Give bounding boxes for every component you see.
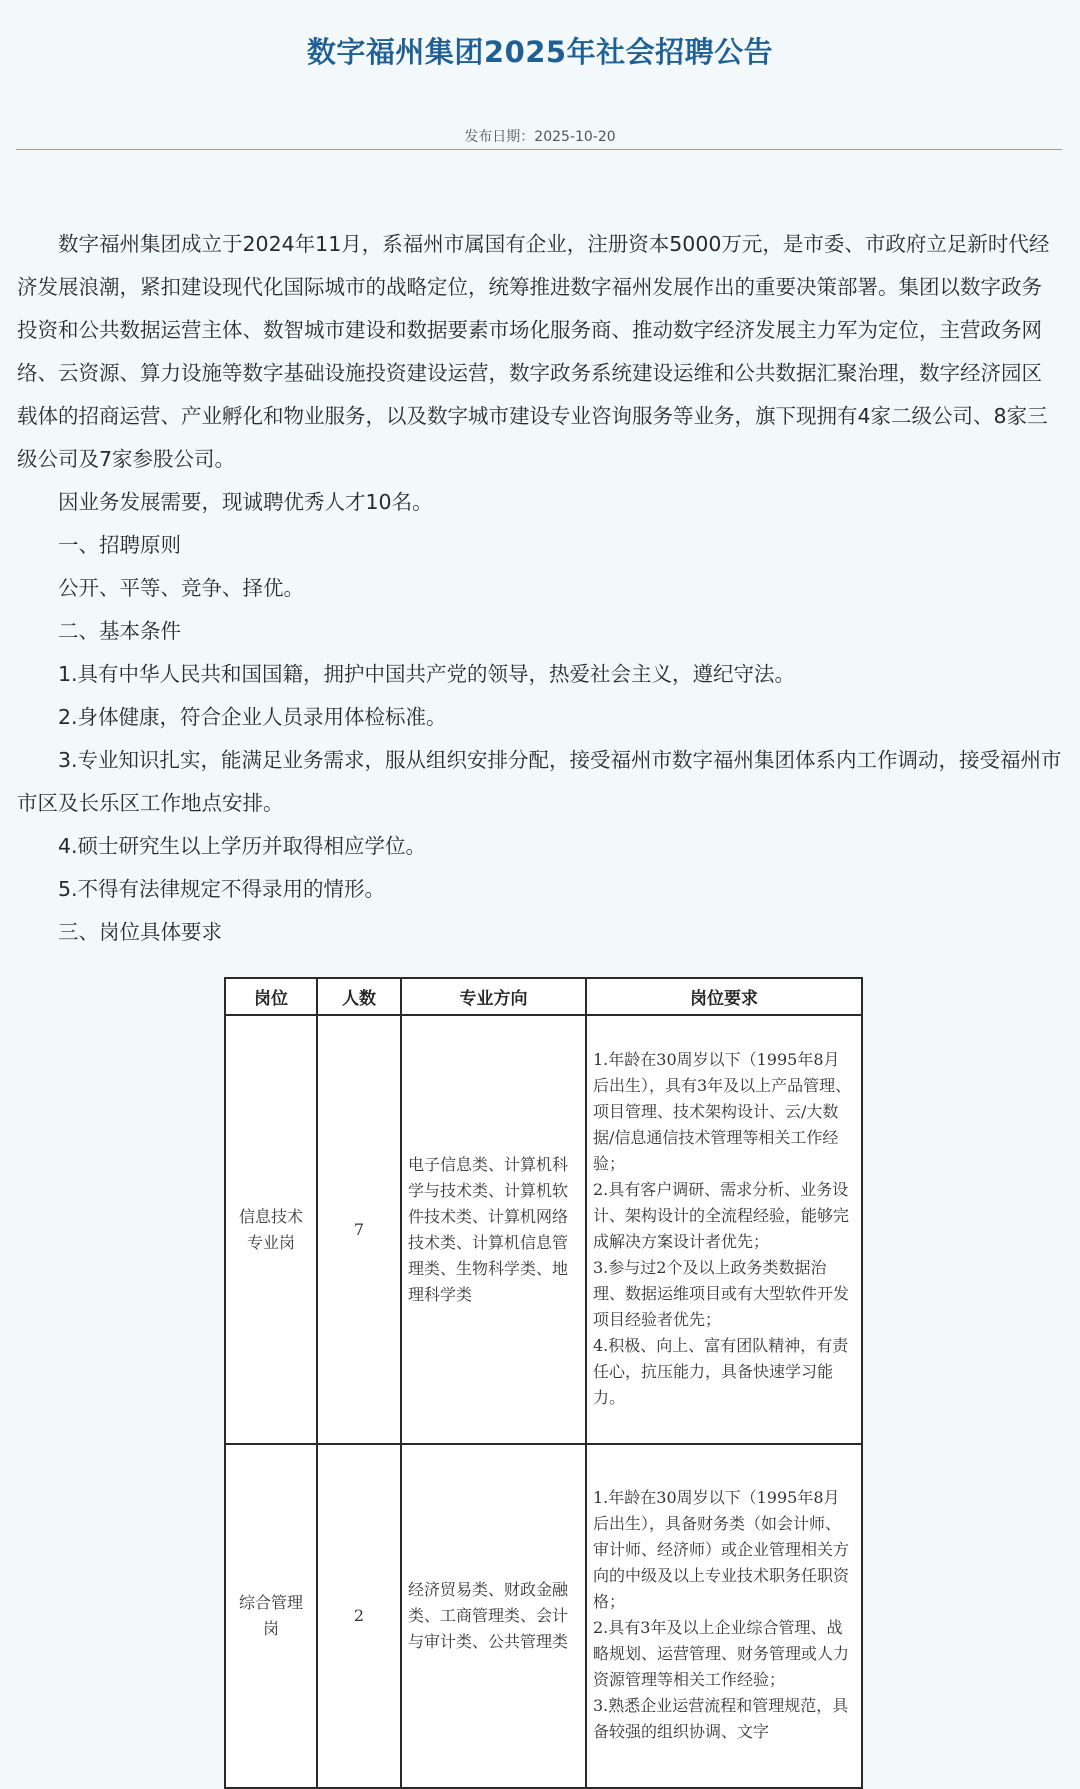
position-cell: 信息技术专业岗 — [225, 1015, 317, 1444]
requirement-item: 2.具有客户调研、需求分析、业务设计、架构设计的全流程经验，能够完成解决方案设计者优先； — [593, 1179, 850, 1251]
requirement-item: 1.年龄在30周岁以下（1995年8月后出生），具备财务类（如会计师、审计师、经济师）或企业管理相关方向的中级及以上专业技术职务任职资格； — [593, 1488, 850, 1611]
header-count: 人数 — [317, 978, 401, 1015]
table-row — [225, 1444, 862, 1788]
condition-item: 2.身体健康，符合企业人员录用体检标准。 — [58, 705, 447, 729]
positions-table-wrapper — [224, 977, 863, 1789]
count-cell: 7 — [317, 1015, 401, 1444]
requirement-item: 3.参与过2个及以上政务类数据治理、数据运维项目或有大型软件开发项目经验者优先； — [593, 1257, 850, 1329]
principles-text: 公开、平等、竞争、择优。 — [58, 576, 304, 600]
requirement-item: 4.积极、向上、富有团队精神，有责任心，抗压能力，具备快速学习能力。 — [593, 1335, 849, 1407]
recruit-count-paragraph: 因业务发展需要，现诚聘优秀人才10名。 — [58, 490, 433, 514]
requirement-item: 1.年龄在30周岁以下（1995年8月后出生），具有3年及以上产品管理、项目管理、技术架构设计、云/大数据/信息通信技术管理等相关工作经验； — [593, 1049, 852, 1173]
requirement-item: 2.具有3年及以上企业综合管理、战略规划、运营管理、财务管理或人力资源管理等相关工作经验； — [593, 1618, 850, 1689]
condition-item: 1.具有中华人民共和国国籍，拥护中国共产党的领导，热爱社会主义，遵纪守法。 — [58, 662, 796, 686]
section-heading-principles: 一、招聘原则 — [58, 533, 181, 557]
page-title: 数字福州集团2025年社会招聘公告 — [306, 35, 774, 69]
requirements-cell — [586, 1015, 862, 1444]
positions-table — [224, 977, 863, 1789]
major-cell: 电子信息类、计算机科学与技术类、计算机软件技术类、计算机网络技术类、计算机信息管理类、生物科学类、地理科学类 — [401, 1015, 586, 1444]
requirements-cell — [586, 1444, 862, 1788]
table-row — [225, 1015, 862, 1444]
header-major: 专业方向 — [401, 978, 586, 1015]
position-cell: 综合管理岗 — [225, 1444, 317, 1788]
header-requirements: 岗位要求 — [586, 978, 862, 1015]
publish-date: 发布日期：2025-10-20 — [464, 129, 616, 145]
intro-paragraph: 数字福州集团成立于2024年11月，系福州市属国有企业，注册资本5000万元，是市委、市政府立足新时代经济发展浪潮，紧扣建设现代化国际城市的战略定位，统筹推进数字福州发展作出的重要决策部署。集团以数字政务投资和公共数据运营主体、数智城市建设和数据要素市场化服务商、推动数字经济发展主力军为定位，主营政务网络、云资源、算力设施等数字基础设施投资建设运营，数字政务系统建设运维和公共数据汇聚治理，数字经济园区载体的招商运营、产业孵化和物业服务，以及数字城市建设专业咨询服务等业务，旗下现拥有4家二级公司、8家三级公司及7家参股公司。 — [17, 232, 1050, 471]
title-divider — [16, 149, 1062, 150]
section-heading-conditions: 二、基本条件 — [58, 619, 181, 643]
count-cell: 2 — [317, 1444, 401, 1788]
header-position: 岗位 — [225, 978, 317, 1015]
condition-item: 3.专业知识扎实，能满足业务需求，服从组织安排分配，接受福州市数字福州集团体系内工作调动，接受福州市市区及长乐区工作地点安排。 — [17, 748, 1062, 815]
condition-item: 4.硕士研究生以上学历并取得相应学位。 — [58, 834, 427, 858]
condition-item: 5.不得有法律规定不得录用的情形。 — [58, 877, 386, 901]
table-header-row — [225, 978, 862, 1015]
major-cell: 经济贸易类、财政金融类、工商管理类、会计与审计类、公共管理类 — [401, 1444, 586, 1788]
announcement-body — [17, 223, 1062, 954]
section-heading-positions: 三、岗位具体要求 — [58, 920, 222, 944]
requirement-item: 3.熟悉企业运营流程和管理规范，具备较强的组织协调、文字 — [593, 1696, 849, 1741]
